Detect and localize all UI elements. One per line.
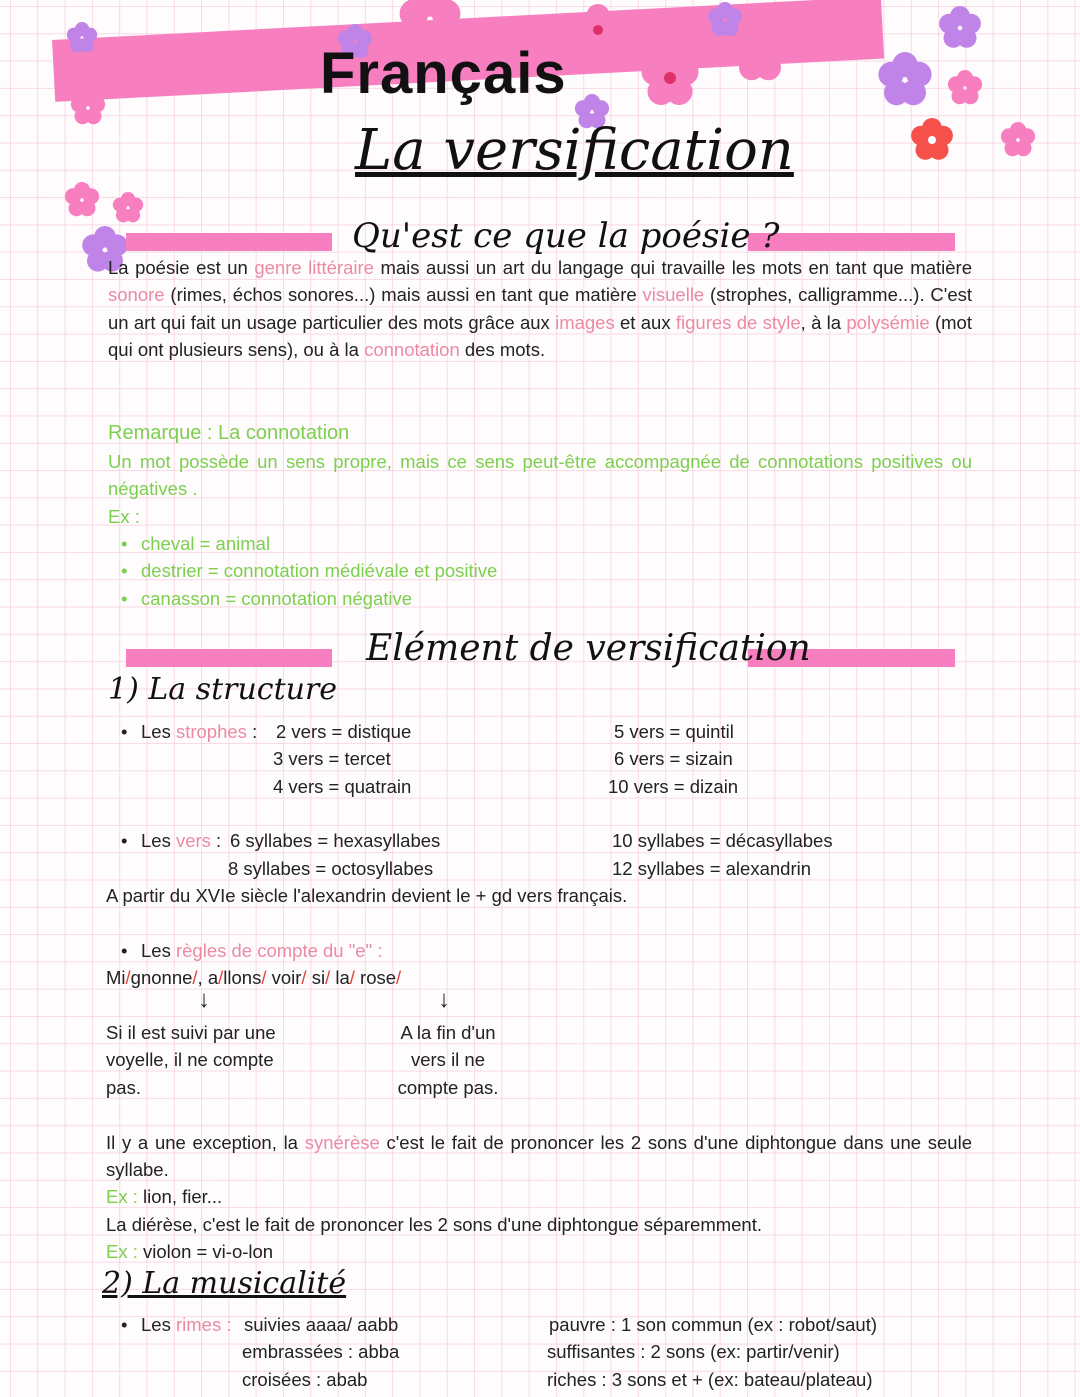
text-run: (mot qui ont plusieurs sens), ou à la [108,311,972,361]
syllable-separator: / [125,967,131,988]
arrow-down-icon: ↓ [438,986,450,1013]
subsection-heading: 2) La musicalité [102,1266,347,1301]
syllable-separator: / [218,967,224,988]
keyword: figures de style [675,311,801,333]
note-left: Si il est suivi par une voyelle, il ne compte pas. [106,1022,276,1098]
section-heading: Elément de versification [366,628,811,669]
remark-ex-label: Ex : [108,506,140,527]
syllable-separator: / [349,967,355,988]
syllable: la [330,967,350,988]
syllable: gnonne [130,967,193,988]
strophe-item: 5 vers = quintil [614,721,734,742]
rime-type: suffisantes : 2 sons (ex: partir/venir) [547,1341,840,1362]
strophe-item: 2 vers = distique [276,721,412,742]
intro-paragraph [108,254,972,364]
text-run: (strophes, calligramme...). C'est un art qui fait un usage particulier des mots grâce aux [108,284,973,333]
remark-title: Remarque : La connotation [108,422,350,444]
remark-text: Un mot possède un sens propre, mais ce sens peut-être accompagnée de connotations positives ou négatives . [108,451,972,500]
regles-label: • Les règles de compte du "e" : [141,937,382,964]
arrow-down-icon: ↓ [198,986,210,1013]
syllable: Mi [106,967,126,988]
page-title: Français [320,41,567,106]
example-1: Ex : lion, fier... [106,1186,223,1207]
text-run: (rimes, échos sonores...) mais aussi en tant que matière [164,284,643,306]
syllable-separator: / [396,967,402,988]
subsection-heading: 1) La structure [108,672,338,707]
alexandrin-note: A partir du XVIe siècle l'alexandrin devient le + gd vers français. [106,885,628,906]
rimes-label: • Les rimes : [141,1311,231,1338]
syllable: llons [223,967,262,988]
syllable-separator: / [192,967,198,988]
syllable: rose [354,967,397,988]
text-run: des mots. [459,339,546,361]
keyword: sonore [108,284,165,306]
syllable: voir [266,967,302,988]
heading-bar-left [126,649,332,667]
note-right: A la fin d'un vers il ne compte pas. [397,1022,499,1098]
list-item: • canasson = connotation négative [141,585,412,612]
rime-type: riches : 3 sons et + (ex: bateau/plateau) [547,1369,873,1390]
keyword: genre littéraire [254,257,374,278]
vers-item: 6 syllabes = hexasyllabes [230,830,441,851]
rime-item: croisées : abab [242,1369,368,1390]
rime-item: suivies aaaa/ aabb [244,1314,399,1335]
rime-item: embrassées : abba [242,1341,400,1362]
vers-item: 10 syllabes = décasyllabes [612,830,833,851]
strophe-item: 10 vers = dizain [608,776,739,797]
page-subtitle: La versification [355,118,794,183]
syllable: , a [197,967,219,988]
text-run: et aux [614,311,676,333]
strophes-label: • Les strophes : [141,718,257,745]
rime-type: pauvre : 1 son commun (ex : robot/saut) [549,1314,878,1335]
text-run: mais aussi un art du langage qui travaille les mots en tant que matière [373,257,972,278]
strophe-item: 4 vers = quatrain [273,776,412,797]
syllable-separator: / [325,967,331,988]
syllable-separator: / [301,967,307,988]
section-heading: Qu'est ce que la poésie ? [352,216,780,256]
vers-label: • Les vers : [141,827,221,854]
heading-bar-left [126,233,332,251]
dierese-text: La diérèse, c'est le fait de prononcer les 2 sons d'une diphtongue séparemment. [106,1214,763,1235]
keyword: images [555,311,615,333]
vers-item: 12 syllabes = alexandrin [612,858,812,879]
keyword: connotation [364,339,460,361]
keyword: polysémie [846,311,930,333]
text-run: La poésie est un [108,257,255,278]
list-item: • destrier = connotation médiévale et positive [141,557,497,584]
exception-paragraph: Il y a une exception, la synérèse c'est le fait de prononcer les 2 sons d'une diphtongue dans une seule syllabe. [106,1132,972,1181]
strophe-item: 6 vers = sizain [614,748,733,769]
text-run: , à la [800,311,847,333]
strophe-item: 3 vers = tercet [273,748,391,769]
keyword: visuelle [642,284,705,306]
list-item: • cheval = animal [141,530,270,557]
vers-item: 8 syllabes = octosyllabes [228,858,434,879]
syllable: si [306,967,326,988]
syllable-separator: / [261,967,267,988]
syllable-example [106,964,401,991]
example-2: Ex : violon = vi-o-lon [106,1241,274,1262]
